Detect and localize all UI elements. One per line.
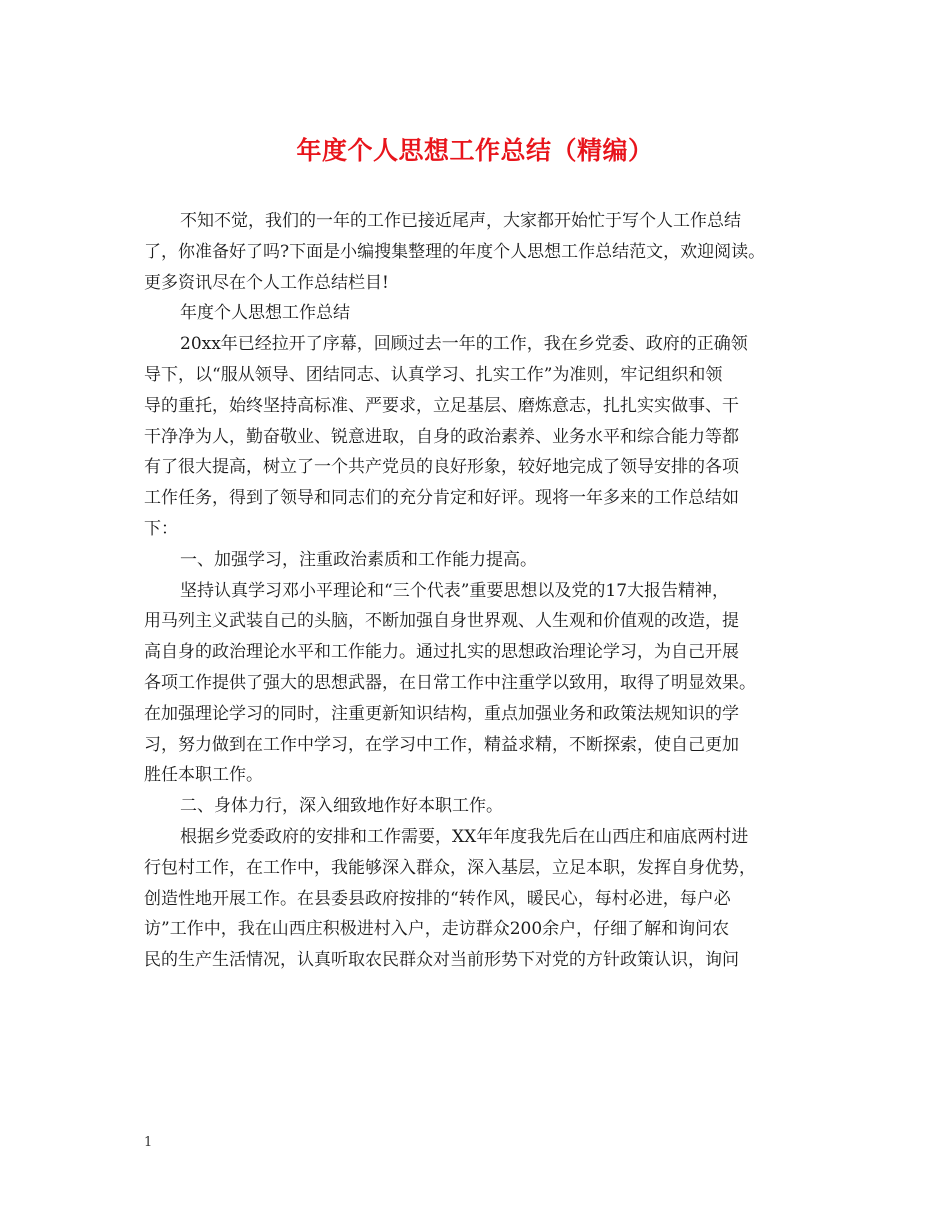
paragraph-line: 民的生产生活情况，认真听取农民群众对当前形势下对党的方针政策认识，询问: [144, 950, 739, 971]
paragraph-line: 导下，以“服从领导、团结同志、认真学习、扎实工作”为准则，牢记组织和领: [144, 364, 723, 385]
section-heading: 一、加强学习，注重政治素质和工作能力提高。: [180, 549, 537, 570]
section-heading: 二、身体力行，深入细致地作好本职工作。: [180, 796, 503, 817]
paragraph-line: 不知不觉，我们的一年的工作已接近尾声，大家都开始忙于写个人工作总结: [180, 211, 741, 231]
paragraph-line: 根据乡党委政府的安排和工作需要，XX年年度我先后在山西庄和庙底两村进: [180, 826, 749, 847]
paragraph-line: 坚持认真学习邓小平理论和“三个代表”重要思想以及党的17大报告精神，: [180, 580, 730, 601]
paragraph-line: 更多资讯尽在个人工作总结栏目!: [144, 272, 389, 293]
document-body: [144, 206, 824, 976]
paragraph-line: 创造性地开展工作。在县委县政府按排的“转作风，暖民心，每村必进，每户必: [144, 888, 731, 909]
paragraph-line: 下：: [144, 518, 178, 539]
paragraph-line: 访”工作中，我在山西庄积极进村入户，走访群众200余户，仔细了解和询问农: [144, 919, 730, 940]
paragraph-line: 20xx年已经拉开了序幕，回顾过去一年的工作，我在乡党委、政府的正确领: [180, 334, 748, 355]
section-subtitle: 年度个人思想工作总结: [180, 303, 350, 324]
paragraph-line: 工作任务，得到了领导和同志们的充分肯定和好评。现将一年多来的工作总结如: [144, 488, 739, 509]
paragraph-line: 有了很大提高，树立了一个共产党员的良好形象，较好地完成了领导安排的各项: [144, 457, 739, 478]
paragraph-line: 各项工作提供了强大的思想武器，在日常工作中注重学以致用，取得了明显效果。: [144, 672, 756, 693]
page-title: 年度个人思想工作总结（精编）: [296, 136, 654, 165]
paragraph-line: 行包村工作，在工作中，我能够深入群众，深入基层，立足本职，发挥自身优势，: [144, 857, 756, 878]
paragraph-line: 高自身的政治理论水平和工作能力。通过扎实的思想政治理论学习，为自己开展: [144, 642, 739, 663]
paragraph-line: 干净净为人，勤奋敬业、锐意进取，自身的政治素养、业务水平和综合能力等都: [144, 426, 739, 447]
paragraph-line: 导的重托，始终坚持高标准、严要求，立足基层、磨炼意志，扎扎实实做事、干: [144, 395, 739, 416]
paragraph-line: 胜任本职工作。: [144, 765, 263, 786]
paragraph-line: 用马列主义武装自己的头脑，不断加强自身世界观、人生观和价值观的改造，提: [144, 611, 739, 632]
page-number: 1: [144, 1135, 153, 1150]
paragraph-line: 习，努力做到在工作中学习，在学习中工作，精益求精，不断探索，使自己更加: [144, 734, 739, 755]
paragraph-line: 在加强理论学习的同时，注重更新知识结构，重点加强业务和政策法规知识的学: [144, 703, 739, 724]
paragraph-line: 了，你准备好了吗?下面是小编搜集整理的年度个人思想工作总结范文，欢迎阅读。: [144, 241, 766, 262]
